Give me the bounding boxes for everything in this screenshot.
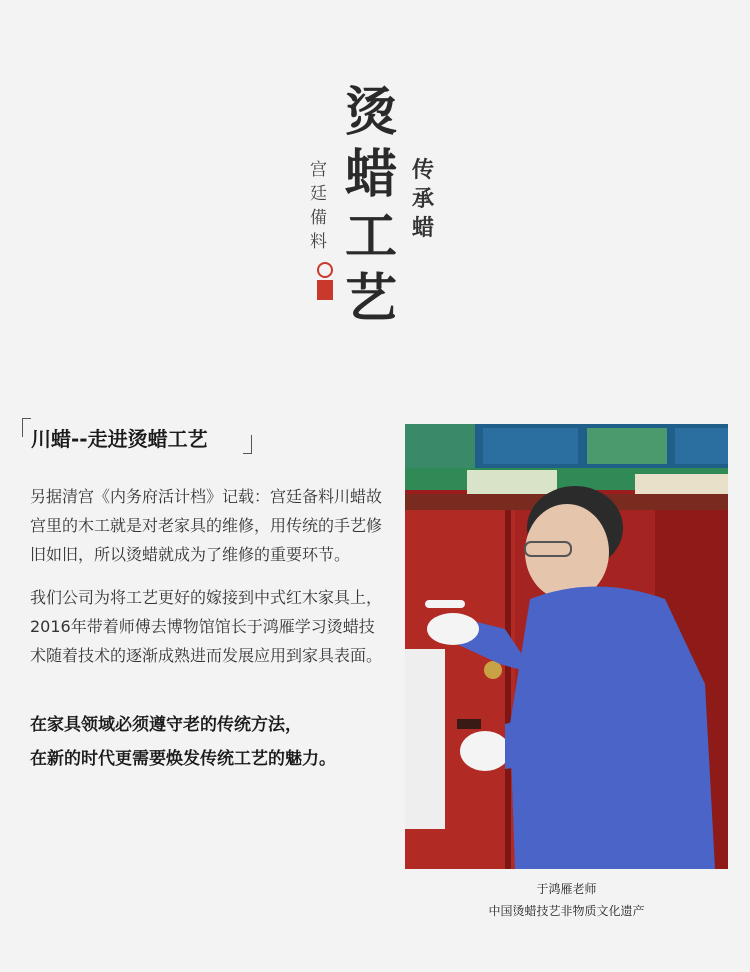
title-char: 艺 — [345, 268, 398, 329]
section-heading — [22, 418, 252, 454]
calligraphy-title — [345, 82, 397, 330]
title-char: 烫 — [345, 82, 398, 143]
bracket-bottom-right — [243, 435, 252, 454]
left-char: 料 — [310, 232, 327, 252]
master-photo — [405, 424, 728, 869]
paragraph-2: 我们公司为将工艺更好的嫁接到中式红木家具上，2016年带着师傅去博物馆馆长于鸿雁学习烫蜡技术随着技术的逐渐成熟进而发展应用到家具表面。 — [30, 588, 383, 665]
title-char: 蜡 — [345, 144, 398, 205]
emphasis-line-1: 在家具领域必须遵守老的传统方法， — [30, 715, 302, 735]
red-seal-stamp — [316, 262, 334, 304]
article-body — [30, 482, 382, 790]
section-title: 川蜡--走进烫蜡工艺 — [31, 427, 208, 451]
photo-caption-name: 于鸿雁老师 — [536, 882, 597, 896]
calligraphy-left-column — [310, 158, 327, 254]
left-char: 備 — [310, 208, 327, 228]
right-char: 承 — [412, 186, 435, 212]
left-char: 廷 — [310, 184, 327, 204]
left-char: 宫 — [310, 160, 327, 180]
emphasis-line-2: 在新的时代更需要焕发传统工艺的魅力。 — [30, 749, 336, 769]
title-char: 工 — [345, 206, 398, 267]
bracket-top-left — [22, 418, 31, 437]
emphasis-text — [30, 708, 382, 776]
calligraphy-right-column — [412, 156, 434, 243]
calligraphy-header — [0, 0, 750, 360]
paragraph-1: 另据清宫《内务府活计档》记载：宫廷备料川蜡故宫里的木工就是对老家具的维修，用传统的手艺修旧如旧，所以烫蜡就成为了维修的重要环节。 — [30, 487, 383, 564]
right-char: 蜡 — [412, 215, 435, 241]
photo-caption-title: 中国烫蜡技艺非物质文化遗产 — [488, 904, 645, 918]
right-char: 传 — [412, 157, 435, 183]
